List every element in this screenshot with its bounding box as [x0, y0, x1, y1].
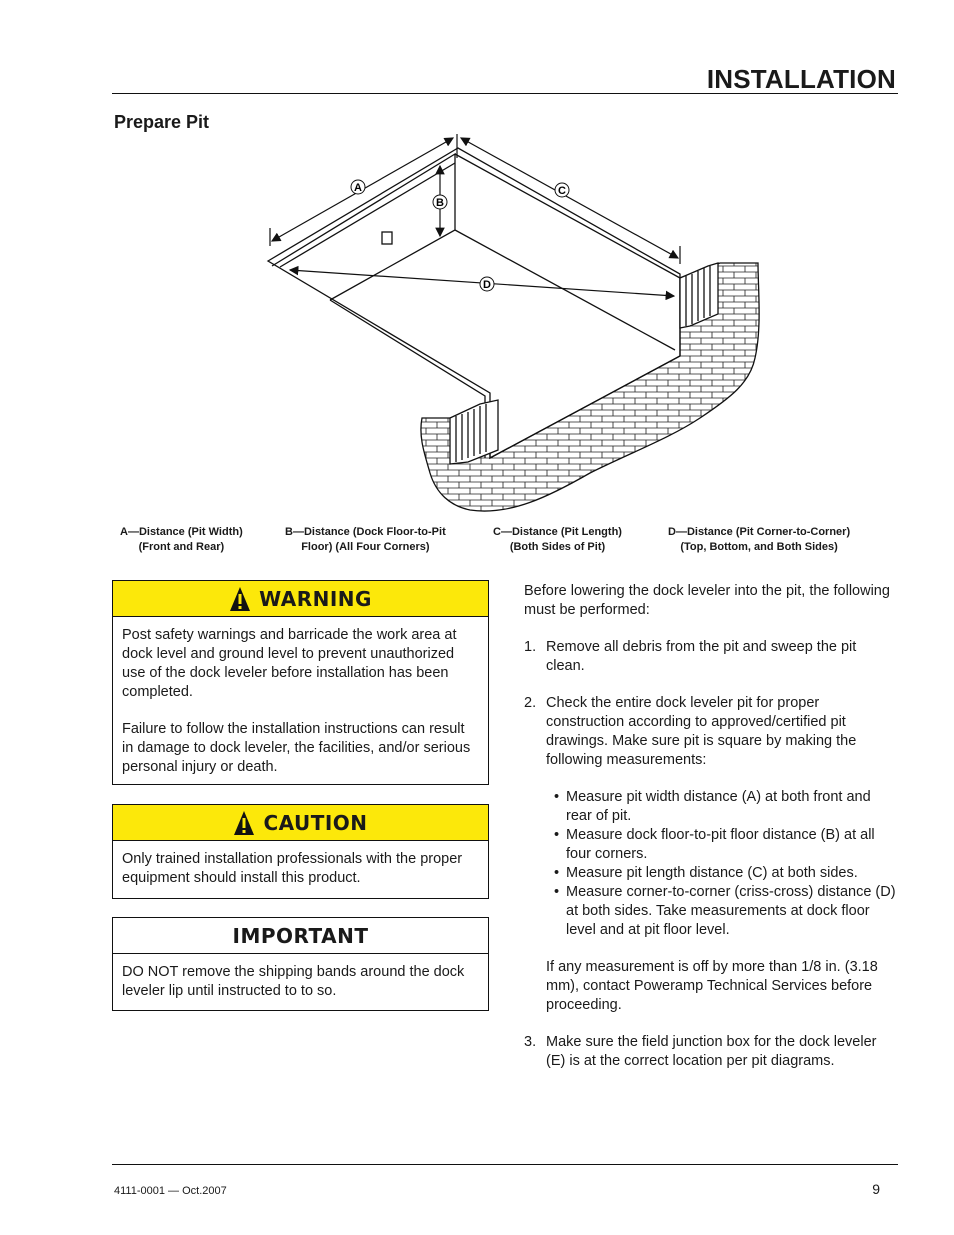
- list-item: • Measure pit width distance (A) at both front and rear of pit.: [554, 789, 871, 824]
- warning-text-1: Post safety warnings and barricade the work area at dock level and ground level to prevent unauthorized use of the dock leveler before installation has been completed.: [122, 627, 457, 700]
- caption-a: A—Distance (Pit Width) (Front and Rear): [120, 526, 243, 553]
- footer-document-id: 4111-0001 — Oct.2007: [114, 1185, 227, 1197]
- important-box: [112, 917, 489, 1011]
- pit-diagram: [250, 128, 790, 518]
- caption-d: D—Distance (Pit Corner-to-Corner) (Top, Bottom, and Both Sides): [668, 526, 851, 553]
- caution-text: Only trained installation professionals with the proper equipment should install this product.: [122, 851, 463, 886]
- step-1: 1. Remove all debris from the pit and sweep the pit clean.: [524, 639, 857, 674]
- footer-divider: [112, 1164, 898, 1165]
- warning-text-2: Failure to follow the installation instructions can result in damage to dock leveler, the facilities, and/or serious personal injury or death.: [122, 721, 471, 775]
- warning-triangle-icon: [229, 586, 251, 612]
- page-header-title: INSTALLATION: [706, 64, 896, 94]
- caption-b: B—Distance (Dock Floor-to-Pit Floor) (All Four Corners): [285, 526, 446, 553]
- important-title: IMPORTANT: [232, 923, 369, 948]
- page-number: 9: [872, 1181, 880, 1197]
- label-b: B: [436, 197, 444, 209]
- warning-header: [113, 581, 488, 617]
- important-text: DO NOT remove the shipping bands around the dock leveler lip until instructed to to so.: [122, 964, 465, 999]
- label-a: A: [354, 182, 362, 194]
- section-title: Prepare Pit: [114, 112, 210, 132]
- list-item: • Measure corner-to-corner (criss-cross) distance (D) at both sides. Take measurements at dock floor level and at pit floor level.: [554, 884, 896, 938]
- step-3: 3. Make sure the field junction box for the dock leveler (E) is at the correct location per pit diagrams.: [524, 1034, 877, 1069]
- caution-header: [113, 805, 488, 841]
- list-item: • Measure pit length distance (C) at both sides.: [554, 865, 858, 881]
- label-d: D: [483, 279, 491, 291]
- instructions-intro: Before lowering the dock leveler into the pit, the following must be performed:: [524, 583, 890, 618]
- caution-triangle-icon: [233, 810, 255, 836]
- list-item: • Measure dock floor-to-pit floor distance (B) at all four corners.: [554, 827, 875, 862]
- instructions: [524, 582, 896, 1071]
- measurement-list: [546, 788, 896, 940]
- caution-title: CAUTION: [263, 810, 368, 835]
- header-divider: [112, 93, 898, 94]
- step-2: 2. Check the entire dock leveler pit for proper construction according to approved/certified pit drawings. Make sure pit is square by making the following measurements: • Measure pit width distance (A) at both front and rear of pit. • Measure dock floor-to-pit floor distance (B) at all four corners. • Measure pit length distance (C) at both sides. • Measure corner-to-corner (criss-cross) distance (D) at both sides. Take measurements at dock floor level and at pit floor level. If any measurement is off by more than 1/8 in. (3.18 mm), contact Poweramp Technical Services before proceeding.: [524, 695, 896, 1013]
- measurement-note: If any measurement is off by more than 1/8 in. (3.18 mm), contact Poweramp Technical Services before proceeding.: [546, 959, 878, 1013]
- warning-title: WARNING: [259, 586, 372, 611]
- important-header: [113, 918, 488, 954]
- caution-box: [112, 804, 489, 899]
- caption-c: C—Distance (Pit Length) (Both Sides of Pit): [493, 526, 622, 553]
- label-c: C: [558, 185, 566, 197]
- warning-box: [112, 580, 489, 785]
